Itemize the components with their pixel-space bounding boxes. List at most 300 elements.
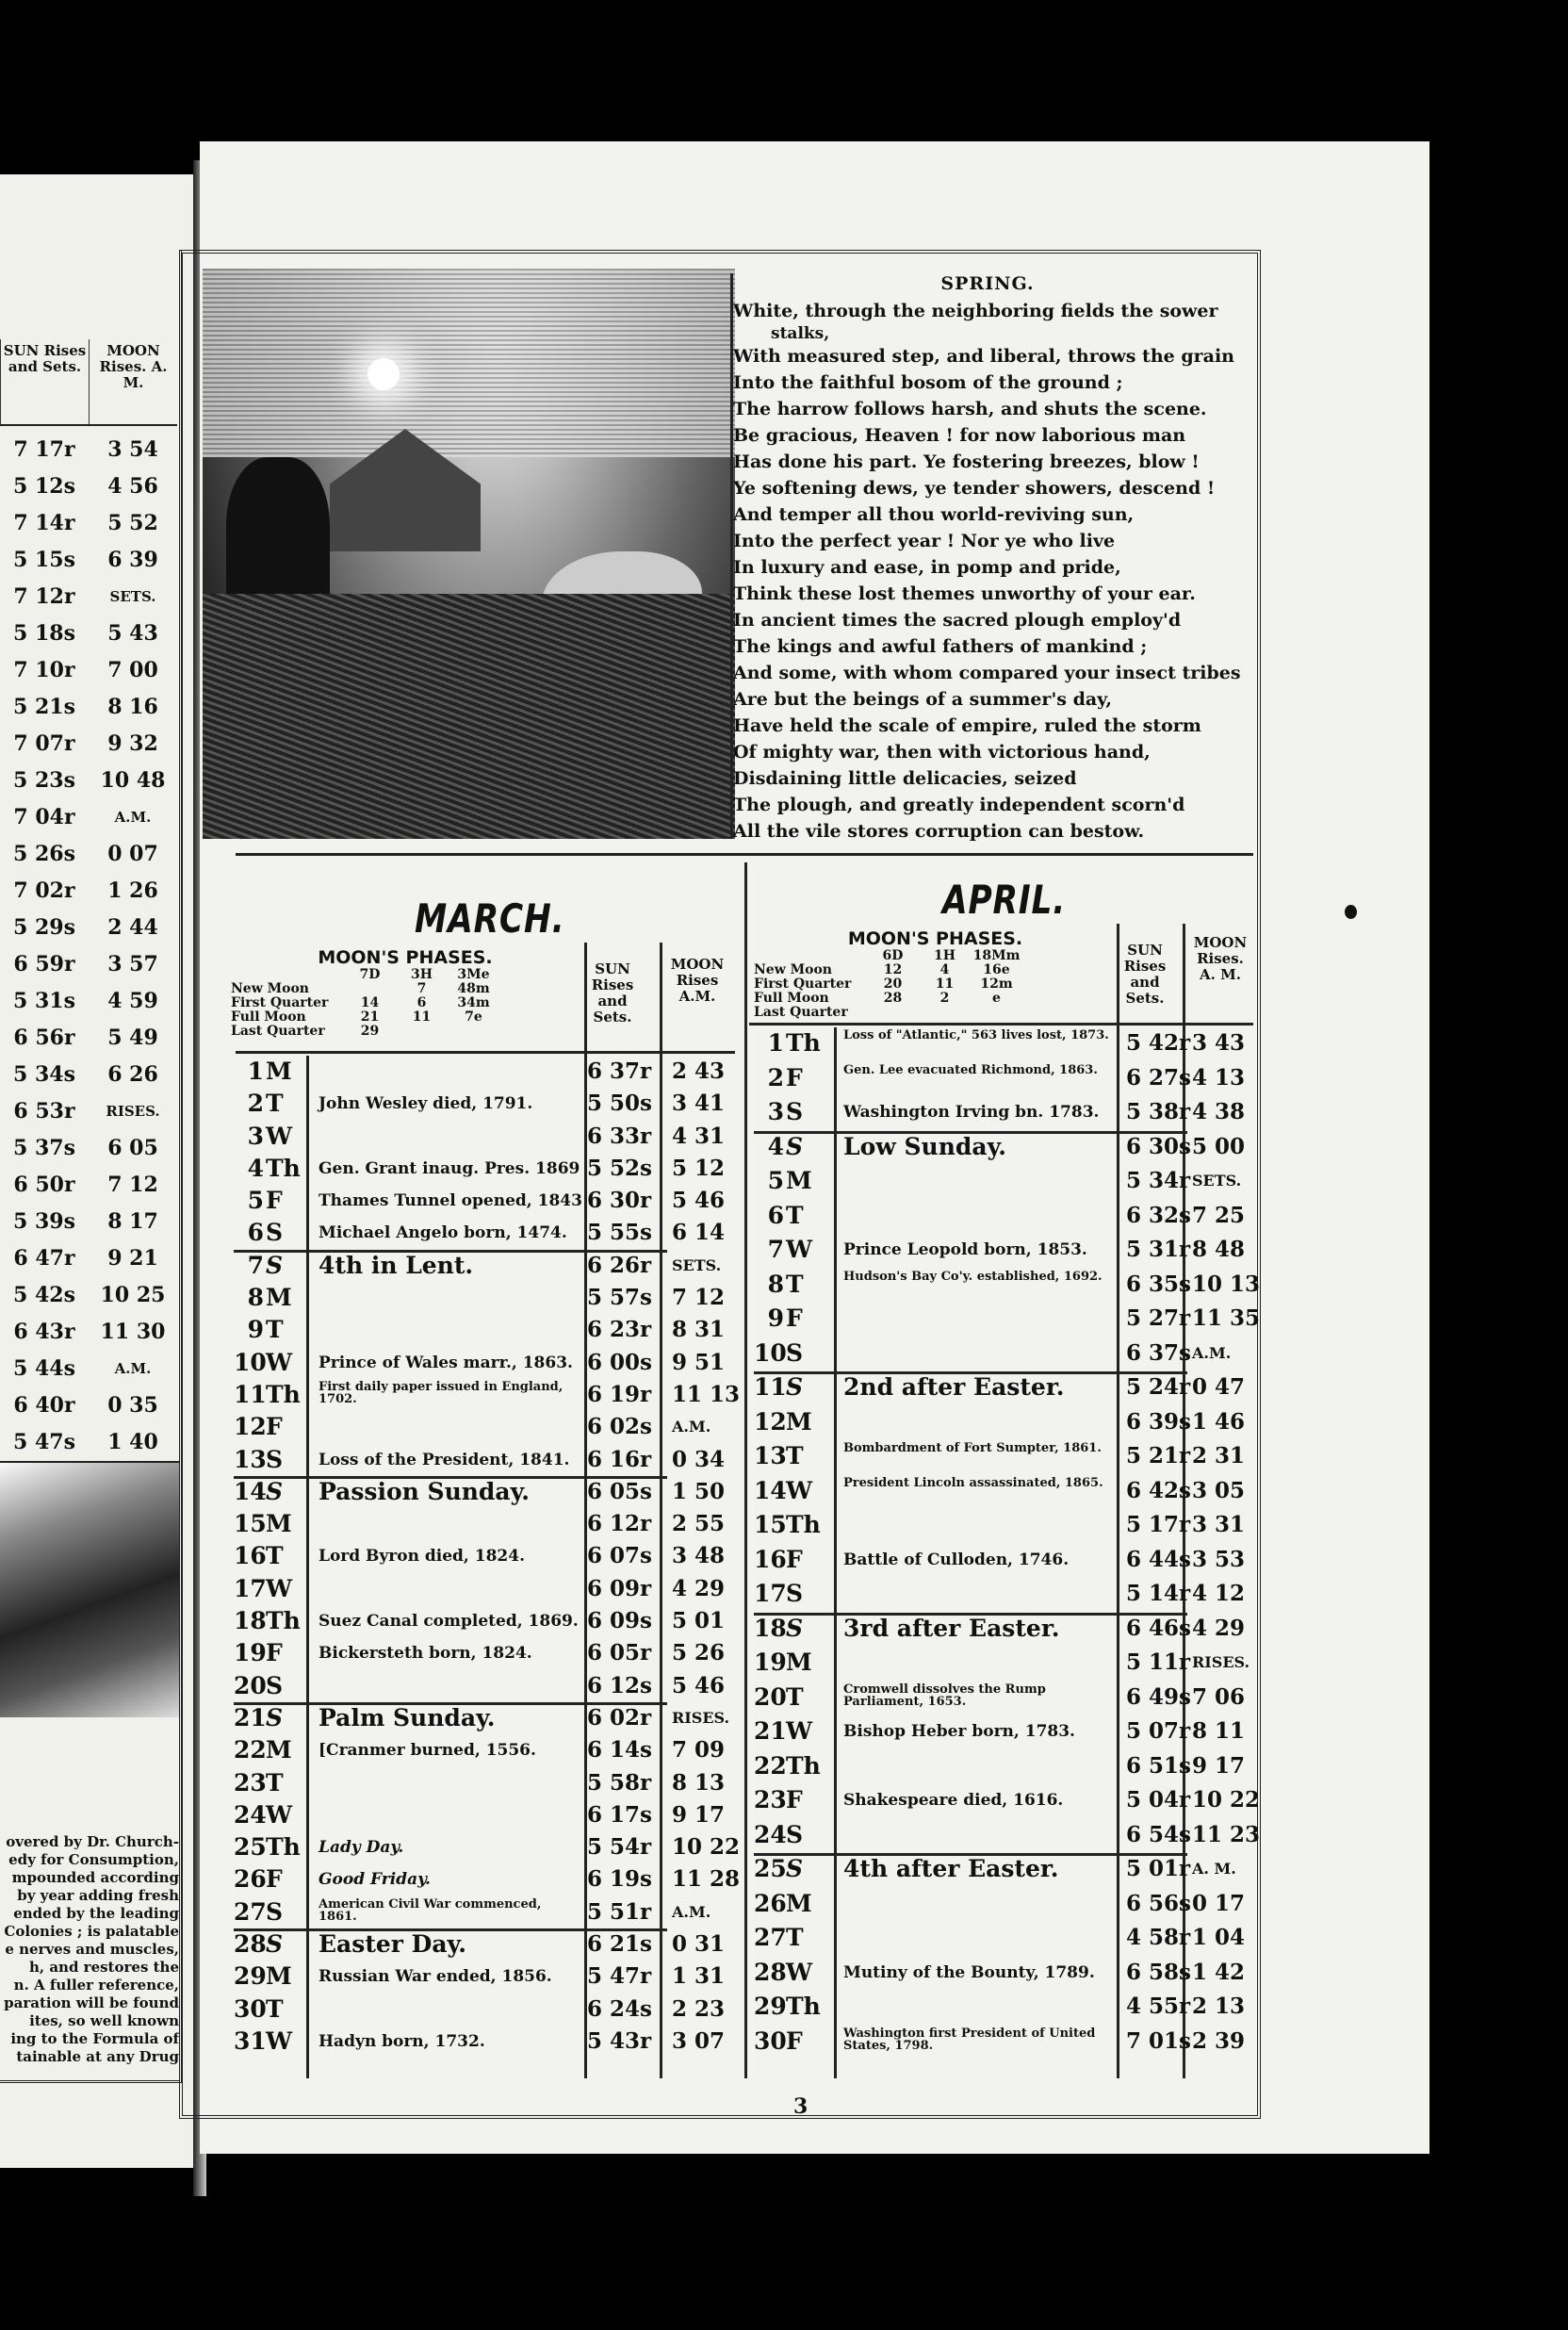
march-phase-value: 48m xyxy=(457,981,490,996)
april-day-row xyxy=(754,1613,1253,1648)
march-day-number: 20 xyxy=(234,1671,267,1699)
march-moon-time: 11 28 xyxy=(672,1866,741,1893)
left-row xyxy=(0,1313,177,1350)
left-sun-cell: 5 34s xyxy=(13,1061,75,1087)
march-phase-row xyxy=(231,1025,580,1039)
april-event: Cromwell dissolves the Rump Parliament, 1653. xyxy=(843,1682,1046,1709)
left-row xyxy=(0,1166,177,1203)
march-moon-time: 2 55 xyxy=(672,1511,726,1537)
march-day-number: 14 xyxy=(234,1477,267,1505)
poem-line: The kings and awful fathers of mankind ; xyxy=(733,636,1148,657)
ad-line: edy for Consumption, xyxy=(8,1851,179,1868)
april-weekday: Th xyxy=(786,1993,821,2020)
april-weekday: S xyxy=(786,1580,804,1607)
april-moon-time: 3 31 xyxy=(1192,1512,1246,1537)
left-sun-cell: 5 29s xyxy=(13,914,75,940)
march-moon-time: 3 48 xyxy=(672,1543,726,1569)
left-sun-cell: 6 40r xyxy=(13,1392,75,1418)
left-row xyxy=(0,688,177,725)
march-sun-time: 6 21s xyxy=(587,1931,652,1958)
ad-line: ended by the leading xyxy=(13,1905,179,1922)
april-day-row xyxy=(754,1922,1253,1957)
march-moon-time: RISES. xyxy=(672,1708,730,1727)
ad-line: ing to the Formula of xyxy=(10,2030,179,2047)
april-moon-time: 8 11 xyxy=(1192,1718,1246,1744)
april-sun-time: 6 49s xyxy=(1126,1683,1191,1710)
left-moon-cell: 5 52 xyxy=(107,510,158,535)
march-day-number: 11 xyxy=(234,1380,267,1408)
march-day-row xyxy=(234,1863,741,1895)
april-day-row xyxy=(754,1303,1261,1337)
march-event: Gen. Grant inaug. Pres. 1869 xyxy=(318,1158,580,1178)
page-number: 3 xyxy=(793,2094,808,2119)
march-event: Russian War ended, 1856. xyxy=(318,1967,552,1987)
left-moon-cell: 5 49 xyxy=(107,1025,158,1050)
march-sun-time: 6 24s xyxy=(587,1995,652,2022)
poem-line: And some, with whom compared your insect tribes xyxy=(733,663,1241,683)
april-moon-time: 2 31 xyxy=(1192,1443,1246,1469)
ad-line: e nerves and muscles, xyxy=(5,1941,179,1958)
april-moon-time: 11 35 xyxy=(1192,1305,1261,1331)
march-sun-time: 5 50s xyxy=(587,1091,652,1117)
april-day-number: 22 xyxy=(754,1751,787,1780)
march-event: Good Friday. xyxy=(318,1870,431,1890)
march-sunday-mark: S xyxy=(266,1930,284,1959)
april-event: 4th after Easter. xyxy=(843,1855,1059,1882)
march-day-number: 7 xyxy=(247,1251,264,1279)
april-day-row xyxy=(754,1888,1253,1923)
april-sun-time: 6 27s xyxy=(1126,1064,1191,1091)
march-day-number: 2 xyxy=(247,1090,264,1118)
left-sun-cell: 7 02r xyxy=(13,878,75,903)
march-sun-time: 6 09s xyxy=(587,1608,652,1634)
march-moon-time: 4 29 xyxy=(672,1575,726,1601)
april-event: Bishop Heber born, 1783. xyxy=(843,1722,1075,1741)
march-phase-name: Full Moon xyxy=(231,1009,306,1025)
march-phase-name: New Moon xyxy=(231,981,309,996)
left-moon-cell: 6 26 xyxy=(107,1061,158,1087)
poem-title: SPRING. xyxy=(940,273,1035,294)
poem-line: All the vile stores corruption can bestow. xyxy=(733,821,1145,842)
april-day-number: 25 xyxy=(754,1855,787,1882)
march-day-row xyxy=(234,1994,738,2026)
april-event: 2nd after Easter. xyxy=(843,1373,1065,1401)
march-moon-time: 1 31 xyxy=(672,1963,726,1990)
april-day-row xyxy=(754,1406,1253,1441)
april-day-row xyxy=(754,1131,1253,1166)
april-phase-value xyxy=(971,1006,1022,1020)
march-sun-time: 6 23r xyxy=(587,1317,652,1343)
april-weekday: T xyxy=(786,1201,804,1229)
left-row xyxy=(0,431,177,468)
ad-line: ites, so well known xyxy=(29,2012,179,2029)
poem-line: Be gracious, Heaven ! for now laborious man xyxy=(733,425,1186,446)
april-day-row xyxy=(754,1853,1253,1888)
april-sunday-mark: S xyxy=(786,1614,804,1642)
poem-line: Has done his part. Ye fostering breezes, blow ! xyxy=(733,451,1200,472)
april-weekday: Th xyxy=(786,1751,821,1780)
april-moon-time: 0 17 xyxy=(1192,1890,1246,1916)
left-row xyxy=(0,615,177,651)
april-moon-time: 5 00 xyxy=(1192,1133,1246,1159)
march-weekday: W xyxy=(266,1122,293,1150)
march-sun-time: 5 54r xyxy=(587,1834,652,1861)
april-moon-time: 3 53 xyxy=(1192,1546,1246,1572)
april-sun-time: 4 55r xyxy=(1126,1994,1191,2019)
march-moon-time: 5 12 xyxy=(672,1155,726,1181)
march-sun-time: 5 57s xyxy=(587,1285,652,1311)
march-event: Palm Sunday. xyxy=(318,1703,496,1731)
march-phase-row xyxy=(231,1010,580,1025)
march-day-number: 21 xyxy=(234,1703,267,1731)
april-day-number: 17 xyxy=(754,1580,787,1607)
march-moon-time: A.M. xyxy=(672,1418,711,1436)
left-moon-cell: 7 00 xyxy=(107,657,158,682)
march-moon-time: 10 22 xyxy=(672,1834,741,1861)
left-row xyxy=(0,1276,177,1313)
march-phase-value: 7 xyxy=(416,981,427,996)
poem-line: In ancient times the sacred plough employ'd xyxy=(733,610,1182,631)
march-sun-time: 5 51r xyxy=(587,1898,652,1925)
april-weekday: S xyxy=(786,1338,804,1367)
april-event: Shakespeare died, 1616. xyxy=(843,1791,1064,1810)
march-day-number: 23 xyxy=(234,1768,267,1797)
march-sun-time: 6 16r xyxy=(587,1446,652,1472)
april-sun-time: 5 38r xyxy=(1126,1099,1191,1124)
march-weekday: F xyxy=(266,1413,283,1441)
april-event: Loss of "Atlantic," 563 lives lost, 1873. xyxy=(843,1028,1109,1042)
april-sun-time: 5 21r xyxy=(1126,1443,1191,1469)
left-moon-cell: 8 17 xyxy=(107,1208,158,1234)
april-moon-time: 2 39 xyxy=(1192,2027,1246,2054)
march-phase-value: 21 xyxy=(360,1009,380,1025)
april-day-number: 3 xyxy=(767,1098,784,1125)
march-day-row xyxy=(234,1444,738,1476)
march-day-number: 10 xyxy=(234,1348,267,1376)
march-day-row xyxy=(234,2026,738,2058)
april-day-number: 12 xyxy=(754,1407,787,1436)
april-event: Washington first President of United States, 1798. xyxy=(843,2026,1096,2053)
april-sun-time: 6 37s xyxy=(1126,1339,1191,1366)
april-day-number: 29 xyxy=(754,1993,787,2020)
march-weekday: S xyxy=(266,1671,284,1699)
march-moon-time: 6 14 xyxy=(672,1220,726,1246)
april-weekday: M xyxy=(786,1889,812,1917)
left-advertisement xyxy=(0,1833,179,2066)
april-sun-header: SUN Rises and Sets. xyxy=(1123,942,1167,1007)
march-sun-time: 5 43r xyxy=(587,2027,652,2054)
march-phase-value xyxy=(448,1025,499,1039)
april-weekday: W xyxy=(786,1958,813,1986)
april-day-row xyxy=(754,1647,1253,1682)
april-event: Mutiny of the Bounty, 1789. xyxy=(843,1962,1095,1982)
left-row xyxy=(0,798,177,835)
march-moon-time: 1 50 xyxy=(672,1478,726,1504)
march-phase-name: First Quarter xyxy=(231,995,329,1010)
april-day-number: 14 xyxy=(754,1476,787,1504)
april-day-number: 28 xyxy=(754,1958,787,1986)
march-sun-time: 5 58r xyxy=(587,1769,652,1796)
poem-line: In luxury and ease, in pomp and pride, xyxy=(733,557,1121,578)
march-day-number: 6 xyxy=(247,1219,264,1247)
april-sun-time: 6 42s xyxy=(1126,1477,1191,1503)
left-row xyxy=(0,578,177,615)
march-day-number: 13 xyxy=(234,1445,267,1473)
april-phase-name: First Quarter xyxy=(754,976,852,992)
april-day-row xyxy=(754,1475,1253,1510)
poem-line: Of mighty war, then with victorious hand, xyxy=(733,742,1151,763)
april-weekday: S xyxy=(786,1098,804,1125)
april-sun-time: 6 54s xyxy=(1126,1821,1191,1847)
march-day-number: 29 xyxy=(234,1962,267,1991)
left-row xyxy=(0,468,177,504)
march-day-row xyxy=(234,1282,738,1314)
april-moon-time: 3 43 xyxy=(1192,1030,1246,1056)
march-weekday: M xyxy=(266,1284,292,1312)
march-day-number: 16 xyxy=(234,1542,267,1570)
march-phase-value: 11 xyxy=(412,1009,432,1025)
farm-engraving xyxy=(203,269,735,839)
april-day-row xyxy=(754,1578,1253,1613)
sun-icon xyxy=(368,358,400,390)
ad-line: n. A fuller reference, xyxy=(13,1977,179,1994)
april-day-number: 7 xyxy=(767,1236,784,1263)
march-weekday: M xyxy=(266,1962,292,1991)
april-moon-time: 4 12 xyxy=(1192,1581,1246,1606)
march-weekday: T xyxy=(266,1994,284,2023)
left-sun-cell: 5 42s xyxy=(13,1282,75,1307)
left-row xyxy=(0,1056,177,1092)
left-moon-cell: 0 35 xyxy=(107,1392,158,1418)
march-sun-time: 6 09r xyxy=(587,1575,652,1601)
april-sun-time: 5 07r xyxy=(1126,1718,1191,1744)
april-sun-time: 6 30s xyxy=(1126,1133,1191,1159)
poem-line: Are but the beings of a summer's day, xyxy=(733,689,1113,710)
april-event: Low Sunday. xyxy=(843,1132,1006,1160)
april-day-number: 18 xyxy=(754,1614,787,1642)
left-rows xyxy=(0,431,177,1460)
left-row xyxy=(0,1203,177,1239)
march-title: MARCH. xyxy=(415,895,565,942)
april-weekday: T xyxy=(786,1682,804,1711)
march-day-row xyxy=(234,1121,738,1153)
april-day-row xyxy=(754,1991,1253,2026)
march-sun-time: 6 05s xyxy=(587,1478,652,1504)
left-row xyxy=(0,504,177,541)
march-moon-time: A.M. xyxy=(672,1902,711,1921)
left-moon-cell: 4 56 xyxy=(107,473,158,499)
april-day-row xyxy=(754,1165,1253,1200)
april-weekday: W xyxy=(786,1476,813,1504)
ad-line: paration will be found xyxy=(4,1994,179,2011)
april-day-row xyxy=(754,1715,1253,1750)
april-weekday: F xyxy=(786,1063,803,1091)
left-row xyxy=(0,982,177,1019)
march-day-number: 15 xyxy=(234,1510,267,1538)
left-row xyxy=(0,762,177,798)
march-sunday-mark: S xyxy=(266,1703,284,1731)
april-day-row xyxy=(754,1784,1261,1819)
left-sun-cell: 5 23s xyxy=(13,767,75,793)
april-weekday: M xyxy=(786,1649,812,1676)
left-moon-cell: 9 32 xyxy=(107,730,158,756)
poem-line: Into the perfect year ! Nor ye who live xyxy=(733,531,1116,551)
ad-line: tainable at any Drug xyxy=(16,2048,179,2065)
april-day-number: 2 xyxy=(767,1063,784,1091)
april-sun-time: 6 56s xyxy=(1126,1890,1191,1916)
april-sun-time: 5 11r xyxy=(1126,1649,1191,1675)
april-event: Prince Leopold born, 1853. xyxy=(843,1240,1087,1259)
april-moon-time: 11 23 xyxy=(1192,1821,1261,1847)
left-sun-cell: 6 47r xyxy=(13,1245,75,1271)
poem-line: Think these lost themes unworthy of your ear. xyxy=(733,583,1196,604)
left-moon-cell: 3 57 xyxy=(107,951,158,976)
left-engraving xyxy=(0,1461,179,1717)
poem-line: Into the faithful bosom of the ground ; xyxy=(733,372,1123,393)
april-sunday-mark: S xyxy=(786,1373,804,1401)
march-day-number: 27 xyxy=(234,1897,267,1926)
april-moon-time: 1 42 xyxy=(1192,1959,1246,1985)
left-moon-cell: A.M. xyxy=(114,1359,152,1377)
march-day-row xyxy=(234,1637,738,1669)
april-day-row xyxy=(754,1819,1261,1854)
march-moon-time: 0 34 xyxy=(672,1446,726,1472)
april-moon-time: 1 04 xyxy=(1192,1925,1246,1950)
april-weekday: Th xyxy=(786,1029,821,1057)
april-day-number: 6 xyxy=(767,1201,784,1229)
march-moon-time: 4 31 xyxy=(672,1123,726,1149)
march-phase-row xyxy=(231,996,580,1010)
ink-spot xyxy=(1345,905,1357,919)
march-event: Hadyn born, 1732. xyxy=(318,2031,485,2051)
left-moon-cell: 1 26 xyxy=(107,878,158,903)
left-sun-cell: 6 56r xyxy=(13,1025,75,1050)
april-day-number: 19 xyxy=(754,1649,787,1676)
march-days xyxy=(234,1056,741,2058)
april-moon-time: SETS. xyxy=(1192,1172,1242,1190)
left-row xyxy=(0,1350,177,1387)
left-sun-cell: 5 18s xyxy=(13,620,75,646)
left-sun-cell: 6 43r xyxy=(13,1319,75,1344)
march-day-number: 19 xyxy=(234,1639,267,1667)
april-event: President Lincoln assassinated, 1865. xyxy=(843,1475,1103,1490)
april-moon-time: 8 48 xyxy=(1192,1237,1246,1262)
april-day-number: 27 xyxy=(754,1924,787,1951)
march-sun-time: 6 05r xyxy=(587,1640,652,1666)
april-moon-time: 10 22 xyxy=(1192,1787,1261,1813)
april-phase-name: Full Moon xyxy=(754,991,829,1006)
left-sun-cell: 5 37s xyxy=(13,1135,75,1160)
march-day-row xyxy=(234,1896,738,1928)
march-moon-time: 5 46 xyxy=(672,1188,726,1214)
march-phase-value: 6 xyxy=(416,995,427,1010)
march-day-row xyxy=(234,1217,738,1249)
left-row xyxy=(0,1387,177,1423)
march-day-number: 18 xyxy=(234,1607,267,1635)
april-day-row xyxy=(754,1509,1253,1544)
april-moon-time: 7 06 xyxy=(1192,1683,1246,1710)
march-moon-time: 5 01 xyxy=(672,1608,726,1634)
april-day-row xyxy=(754,1544,1253,1579)
april-sunday-mark: S xyxy=(786,1855,804,1882)
april-sun-time: 5 31r xyxy=(1126,1237,1191,1262)
ad-line: h, and restores the xyxy=(28,1959,179,1976)
april-phase-row xyxy=(754,963,1117,977)
april-moon-time: 4 13 xyxy=(1192,1064,1246,1091)
march-day-number: 24 xyxy=(234,1800,267,1829)
march-moon-time: 5 46 xyxy=(672,1672,726,1698)
april-phase-value: 28 xyxy=(883,991,903,1006)
march-weekday: M xyxy=(266,1510,292,1538)
march-moon-time: 2 43 xyxy=(672,1058,726,1084)
april-moon-time: 4 29 xyxy=(1192,1615,1246,1641)
april-weekday: S xyxy=(786,1820,804,1848)
april-day-number: 26 xyxy=(754,1889,787,1917)
march-weekday: Th xyxy=(266,1380,301,1408)
left-moon-cell: 1 40 xyxy=(107,1429,158,1454)
left-sun-cell: 6 59r xyxy=(13,951,75,976)
left-sun-cell: 7 17r xyxy=(13,436,75,462)
march-sun-header: SUN Rises and Sets. xyxy=(591,960,634,1026)
march-day-row xyxy=(234,1347,738,1379)
left-sun-cell: 5 47s xyxy=(13,1429,75,1454)
april-day-number: 20 xyxy=(754,1682,787,1711)
march-weekday: T xyxy=(266,1090,284,1118)
left-moon-cell: 10 48 xyxy=(100,767,166,793)
april-moon-time: 1 46 xyxy=(1192,1408,1246,1435)
march-sun-time: 6 17s xyxy=(587,1801,652,1828)
april-weekday: T xyxy=(786,1270,804,1298)
march-phase-name: Last Quarter xyxy=(231,1024,325,1039)
april-day-number: 30 xyxy=(754,2026,787,2055)
april-day-row xyxy=(754,2026,1253,2060)
march-sun-time: 6 02s xyxy=(587,1414,652,1440)
april-day-number: 21 xyxy=(754,1717,787,1745)
poem-line: The harrow follows harsh, and shuts the scene. xyxy=(733,399,1207,419)
march-phase-value: 29 xyxy=(360,1024,380,1039)
april-moon-time: A.M. xyxy=(1192,1343,1232,1362)
march-day-row xyxy=(234,1928,738,1961)
left-sun-cell: 5 26s xyxy=(13,841,75,866)
march-event: Suez Canal completed, 1869. xyxy=(318,1612,579,1632)
april-sun-time: 5 27r xyxy=(1126,1305,1191,1331)
left-sun-cell: 7 07r xyxy=(13,730,75,756)
march-day-number: 12 xyxy=(234,1413,267,1441)
march-day-number: 26 xyxy=(234,1865,267,1894)
march-weekday: F xyxy=(266,1865,283,1894)
march-weekday: W xyxy=(266,2026,293,2055)
left-sun-cell: 7 14r xyxy=(13,510,75,535)
spring-poem xyxy=(733,273,1242,842)
april-day-number: 4 xyxy=(767,1132,784,1160)
march-day-row xyxy=(234,1961,738,1993)
march-event: Michael Angelo born, 1474. xyxy=(318,1223,567,1243)
left-moon-cell: 4 59 xyxy=(107,988,158,1013)
march-day-row xyxy=(234,1476,738,1508)
march-phase-row xyxy=(231,982,580,996)
march-event: 4th in Lent. xyxy=(318,1251,474,1279)
march-day-row xyxy=(234,1573,738,1605)
march-weekday: S xyxy=(266,1219,284,1247)
march-moon-time: 7 09 xyxy=(672,1737,726,1764)
april-weekday: F xyxy=(786,1304,803,1332)
april-day-row xyxy=(754,1062,1253,1097)
april-event: Battle of Culloden, 1746. xyxy=(843,1550,1070,1569)
march-weekday: Th xyxy=(266,1833,301,1862)
march-weekday: M xyxy=(266,1058,292,1085)
march-weekday: T xyxy=(266,1542,284,1570)
march-event: [Cranmer burned, 1556. xyxy=(318,1741,536,1761)
